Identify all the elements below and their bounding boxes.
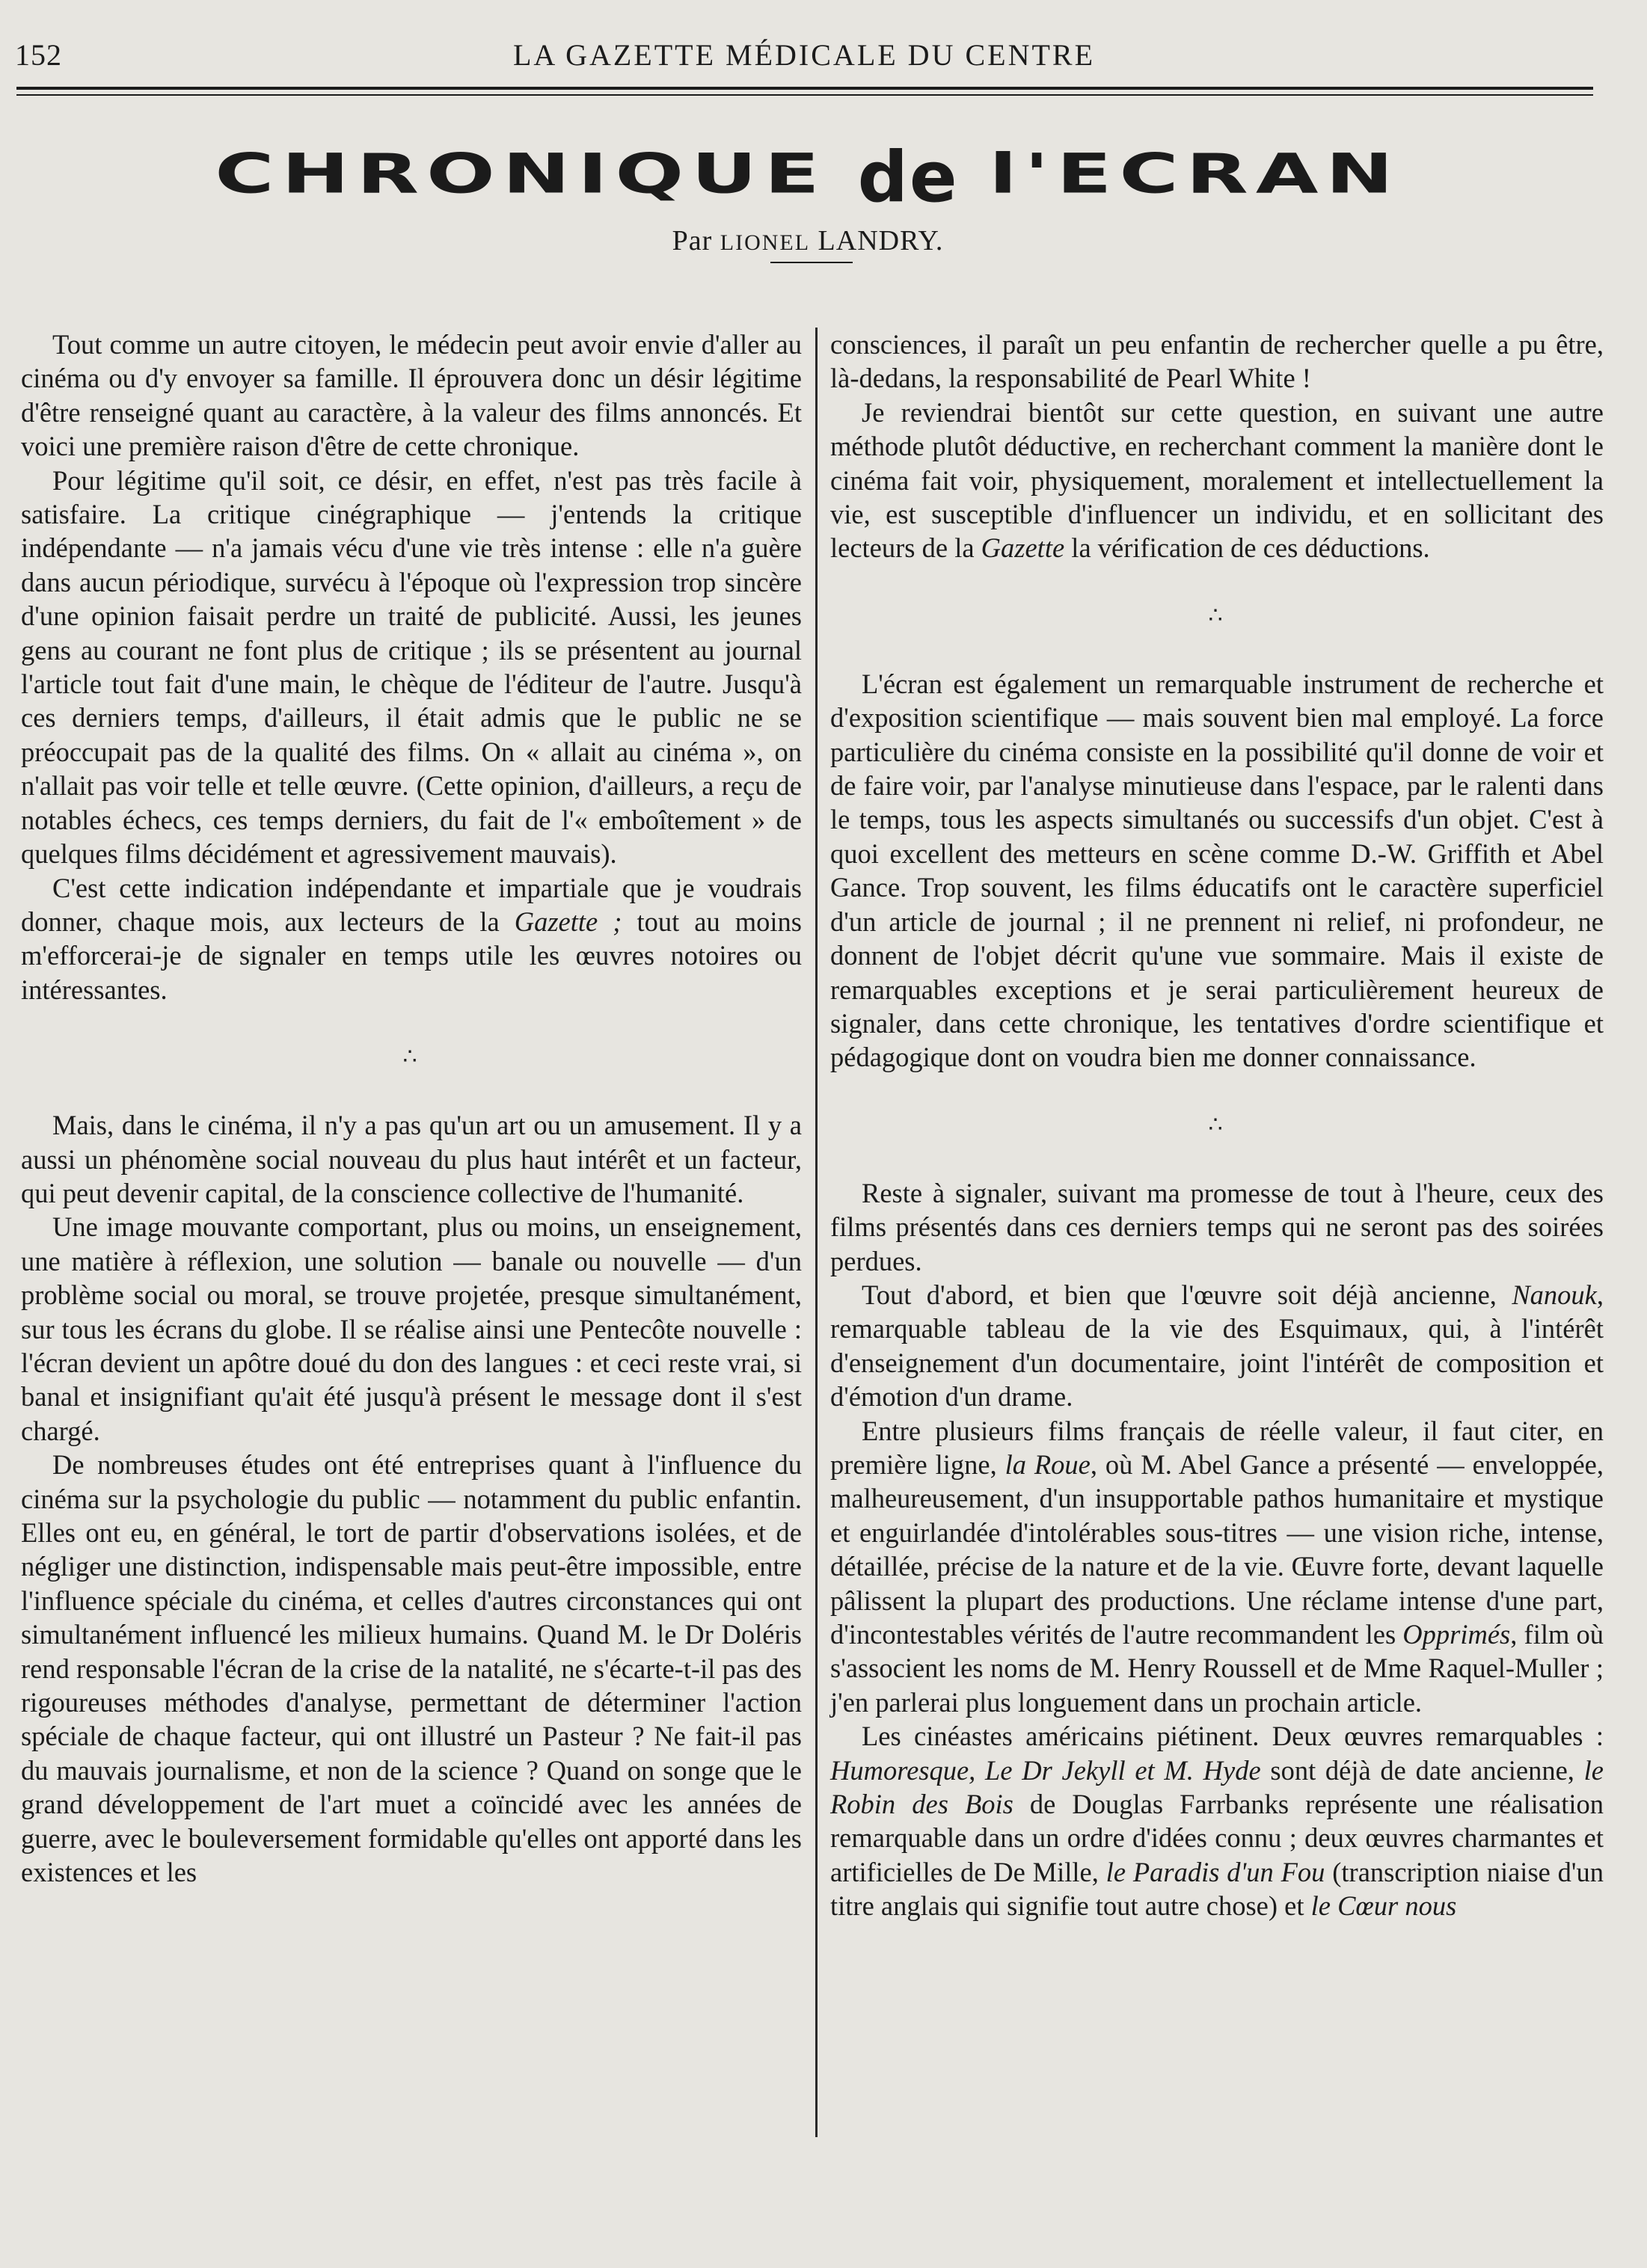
paragraph-text: la vérification de ces déductions.	[1064, 532, 1430, 564]
section-separator: ∴	[1208, 603, 1226, 629]
left-column	[21, 328, 802, 1889]
article-title	[0, 126, 1616, 227]
paragraph-text: Tout d'abord, et bien que l'œuvre soit déjà ancienne,	[862, 1279, 1512, 1310]
paragraph: De nombreuses études ont été entreprises quant à l'influence du cinéma sur la psychologie du public — notamment du public enfantin. Elles ont eu, en général, le tort de partir d'observations isolées, et de négliger une distinction, indispensable mais peut-être impossible, entre l'influence spéciale du cinéma, et celles d'autres circonstances qui ont simultanément influencé les milieux humains. Quand M. le Dr Doléris rend responsable l'écran de la crise de la natalité, ne s'écarte-t-il pas des rigoureuses méthodes d'analyse, permettant de déterminer l'action spéciale de chaque facteur, qui ont illustré un Pasteur ? Ne fait-il pas du mauvais journalisme, et non de la science ? Quand on songe que le grand développement de l'art muet a coïncidé avec les années de guerre, avec le bouleversement formidable qu'elles ont apporté dans les existences et les	[21, 1449, 802, 1888]
title-word-ecran: l'ECRAN	[989, 142, 1401, 206]
film-title: Nanouk	[1512, 1279, 1597, 1310]
right-column	[830, 328, 1604, 1923]
journal-title: Gazette ;	[514, 906, 622, 937]
paragraph: Tout comme un autre citoyen, le médecin peut avoir envie d'aller au cinéma ou d'y envoyer sa famille. Il éprouvera donc un désir légitime d'être renseigné quant au caractère, à la valeur des films annoncés. Et voici une première raison d'être de cette chronique.	[21, 329, 802, 462]
journal-title: Gazette	[981, 532, 1065, 564]
header-rule-thick	[16, 87, 1593, 90]
paragraph-text: Entre plusieurs films français de réelle valeur, il faut citer, en première ligne,	[830, 1415, 1604, 1480]
paragraph	[21, 871, 802, 1007]
film-title: le Cœur nous	[1310, 1890, 1457, 1922]
title-word-de: de	[857, 137, 959, 218]
paragraph: Reste à signaler, suivant ma promesse de tout à l'heure, ceux des films présentés dans ces derniers temps qui ne seront pas des soirées perdues.	[830, 1177, 1604, 1276]
paragraph: Pour légitime qu'il soit, ce désir, en effet, n'est pas très facile à satisfaire. La critique cinégraphique — j'entends la critique indépendante — n'a jamais vécu d'une vie très intense : elle n'a guère dans aucun périodique, survécu à l'époque où l'expression trop sincère d'une opinion faisait perdre un traité de publicité. Aussi, les jeunes gens au courant ne font plus de critique ; ils se présentent au journal l'article tout fait d'une main, le chèque de l'éditeur de l'autre. Jusqu'à ces derniers temps, d'ailleurs, il était admis que le public ne se préoccupait pas de la qualité des films. On « allait au cinéma », on n'allait pas voir telle et telle œuvre. (Cette opinion, d'ailleurs, a reçu de notables échecs, ces temps derniers, du fait de l'« emboîtement » de quelques films décidément et agressivement mauvais).	[21, 464, 802, 870]
paragraph: Une image mouvante comportant, plus ou moins, un enseignement, une matière à réflexion, une solution — banale ou nouvelle — d'un problème social ou moral, se trouve projetée, presque simultanément, sur tous les écrans du globe. Il se réalise ainsi une Pentecôte nouvelle : l'écran devient un apôtre doué du don des langues : et ceci reste vrai, si banal et insignifiant qu'ait été jusqu'à présent le message dont il s'est chargé.	[21, 1211, 802, 1446]
film-title: le Robin des Bois	[830, 1754, 1604, 1820]
paragraph-text: C'est cette indication indépendante et impartiale que je voudrais donner, chaque mois, aux lecteurs de la	[21, 872, 802, 937]
paragraph: Mais, dans le cinéma, il n'y a pas qu'un art ou un amusement. Il y a aussi un phénomène social nouveau du plus haut intérêt et un facteur, qui peut devenir capital, de la conscience collective de l'humanité.	[21, 1110, 802, 1208]
paragraph	[830, 1719, 1604, 1923]
paragraph	[830, 1278, 1604, 1414]
byline	[0, 224, 1616, 257]
title-word-chronique: CHRONIQUE	[215, 142, 827, 206]
paragraph-text: sont déjà de date ancienne,	[1260, 1754, 1584, 1786]
paragraph	[830, 396, 1604, 565]
page-number: 152	[15, 38, 62, 72]
paragraph-text: Les cinéastes américains piétinent. Deux œuvres remarquables :	[862, 1721, 1604, 1752]
paragraph-text: , film où s'associent les noms de M. Henry Roussell et de Mme Raquel-Muller ; j'en parlerai plus longuement dans un prochain article.	[830, 1619, 1604, 1718]
page-header	[15, 37, 1593, 79]
section-separator: ∴	[1208, 1113, 1226, 1138]
paragraph-text: (transcription niaise d'un titre anglais qui signifie tout autre chose) et	[830, 1856, 1604, 1922]
paragraph-text: de Douglas Farrbanks représente une réalisation remarquable dans un ordre d'idées connu ; deux œuvres charmantes et artificielles de De Mille,	[830, 1789, 1604, 1887]
running-head: LA GAZETTE MÉDICALE DU CENTRE	[512, 38, 1095, 72]
byline-first-name: LIONEL	[720, 230, 811, 255]
film-title: Opprimés	[1402, 1619, 1511, 1650]
paragraph: consciences, il paraît un peu enfantin de rechercher quelle a pu être, là-dedans, la responsabilité de Pearl White !	[830, 329, 1604, 394]
section-separator: ∴	[402, 1045, 420, 1070]
header-rule-thin	[16, 94, 1593, 96]
paragraph: L'écran est également un remarquable instrument de recherche et d'exposition scientifique — mais souvent bien mal employé. La force particulière du cinéma consiste en la possibilité qu'il donne de voir et de faire voir, par l'analyse minutieuse dans l'espace, par le ralenti dans le temps, tous les aspects simultanés ou successifs d'un objet. C'est à quoi excellent des metteurs en scène comme D.-W. Griffith et Abel Gance. Trop souvent, les films éducatifs ont le caractère superficiel d'un article de journal ; il ne prennent ni relief, ni profondeur, ne donnent de l'objet décrit qu'une vue sommaire. Mais il existe de remarquables exceptions et je serai particulièrement heureux de signaler, dans cette chronique, les tentatives d'ordre scientifique et pédagogique dont on voudra bien me donner connaissance.	[830, 668, 1604, 1073]
paragraph-text: , où M. Abel Gance a présenté — enveloppée, malheureusement, d'un insupportable pathos humanitaire et mystique et enguirlandée d'intolérables sous-titres — une vision riche, intense, détaillée, précise de la nature et de la vie. Œuvre forte, devant laquelle pâlissent la plupart des productions. Une réclame intense d'une part, d'incontestables vérités de l'autre recommandent les	[830, 1448, 1604, 1650]
film-title: le Paradis d'un Fou	[1105, 1856, 1325, 1887]
byline-prefix: Par	[672, 225, 713, 256]
film-title: Humoresque, Le Dr Jekyll et M. Hyde	[830, 1754, 1261, 1786]
film-title: la Roue	[1005, 1448, 1091, 1480]
byline-last-name: LANDRY.	[818, 225, 944, 256]
byline-rule	[770, 262, 853, 263]
column-divider	[815, 328, 818, 2137]
paragraph	[830, 1414, 1604, 1720]
paragraph-text: tout au moins m'efforcerai-je de signaler en temps utile les œuvres notoires ou intéressantes.	[21, 906, 803, 1005]
paragraph-text: , remarquable tableau de la vie des Esquimaux, qui, à l'intérêt d'enseignement d'un documentaire, joint l'intérêt de composition et d'émotion d'un drame.	[830, 1279, 1604, 1413]
paragraph-text: Je reviendrai bientôt sur cette question, en suivant une autre méthode plutôt déductive, en recherchant comment la manière dont le cinéma fait voir, physiquement, moralement et intellectuellement la vie, est susceptible d'influencer un individu, et en sollicitant des lecteurs de la	[830, 396, 1604, 564]
